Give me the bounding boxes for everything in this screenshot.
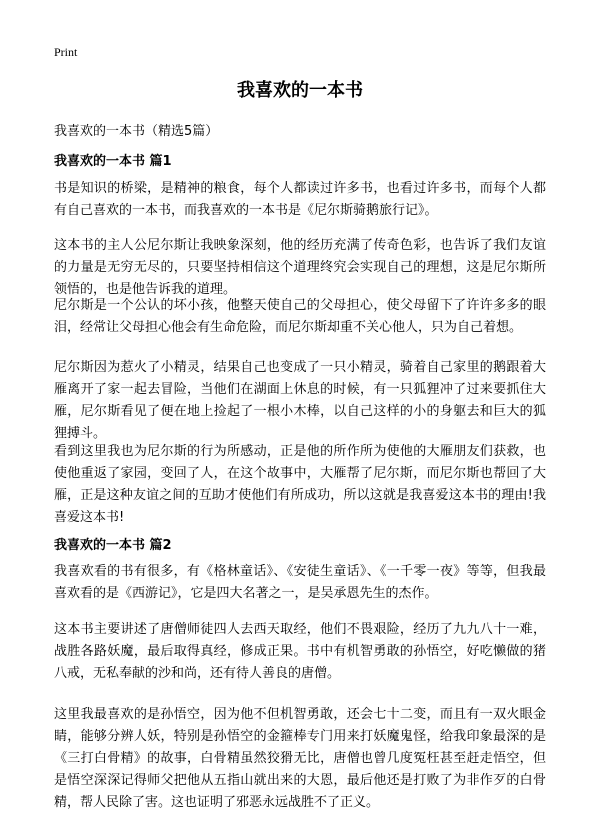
paragraph: 尼尔斯是一个公认的坏小孩，他整天使自己的父母担心，使父母留下了许许多多的眼泪，经常让父母担心他会有生命危险，而尼尔斯却重不关心他人，只为自己着想。 (54, 298, 546, 335)
section-heading-2: 我喜欢的一本书 篇2 (54, 538, 172, 553)
print-link[interactable]: Print (54, 45, 78, 59)
paragraph: 书是知识的桥梁，是精神的粮食，每个人都读过许多书，也看过许多书，而每个人都有自己喜欢的一本书，而我喜欢的一本书是《尼尔斯骑鹅旅行记》。 (54, 181, 546, 218)
paragraph: 看到这里我也为尼尔斯的行为所感动，正是他的所作所为使他的大雁朋友们获救，也使他重返了家园，变回了人，在这个故事中，大雁帮了尼尔斯，而尼尔斯也帮回了大雁，正是这种友谊之间的互助才使他们有所成功，所以这就是我喜爱这本书的理由!我喜爱这本书! (54, 444, 546, 525)
document-subtitle: 我喜欢的一本书（精选5篇） (54, 124, 219, 139)
paragraph: 尼尔斯因为惹火了小精灵，结果自己也变成了一只小精灵，骑着自己家里的鹅跟着大雁离开了家一起去冒险，当他们在湖面上休息的时候，有一只狐狸冲了过来要抓住大雁，尼尔斯看见了便在地上捡起了一根小木棒，以自己这样的小的身躯去和巨大的狐狸搏斗。 (54, 360, 546, 441)
page-title: 我喜欢的一本书 (237, 80, 363, 101)
paragraph: 我喜欢看的书有很多，有《格林童话》、《安徒生童话》、《一千零一夜》等等，但我最喜欢看的是《西游记》，它是四大名著之一，是吴承恩先生的杰作。 (54, 564, 546, 601)
paragraph: 这本书的主人公尼尔斯让我映象深刻，他的经历充满了传奇色彩，也告诉了我们友谊的力量是无穷无尽的，只要坚持相信这个道理终究会实现自己的理想，这是尼尔斯所领悟的，也是他告诉我的道理。 (54, 238, 546, 297)
paragraph: 这本书主要讲述了唐僧师徒四人去西天取经，他们不畏艰险，经历了九九八十一难，战胜各路妖魔，最后取得真经，修成正果。书中有机智勇敢的孙悟空，好吃懒做的猪八戒，无私奉献的沙和尚，还有待人善良的唐僧。 (54, 622, 546, 681)
paragraph: 这里我最喜欢的是孙悟空，因为他不但机智勇敢，还会七十二变，而且有一双火眼金睛，能够分辨人妖，特别是孙悟空的金箍棒专门用来打妖魔鬼怪，给我印象最深的是《三打白骨精》的故事，白骨精虽然狡猾无比，唐僧也曾几度冤枉甚至赶走悟空，但是悟空深深记得师父把他从五指山就出来的大恩，最后他还是打败了为非作歹的白骨精，帮人民除了害。这也证明了邪恶永远战胜不了正义。 (54, 707, 546, 810)
section-heading-1: 我喜欢的一本书 篇1 (54, 154, 172, 169)
